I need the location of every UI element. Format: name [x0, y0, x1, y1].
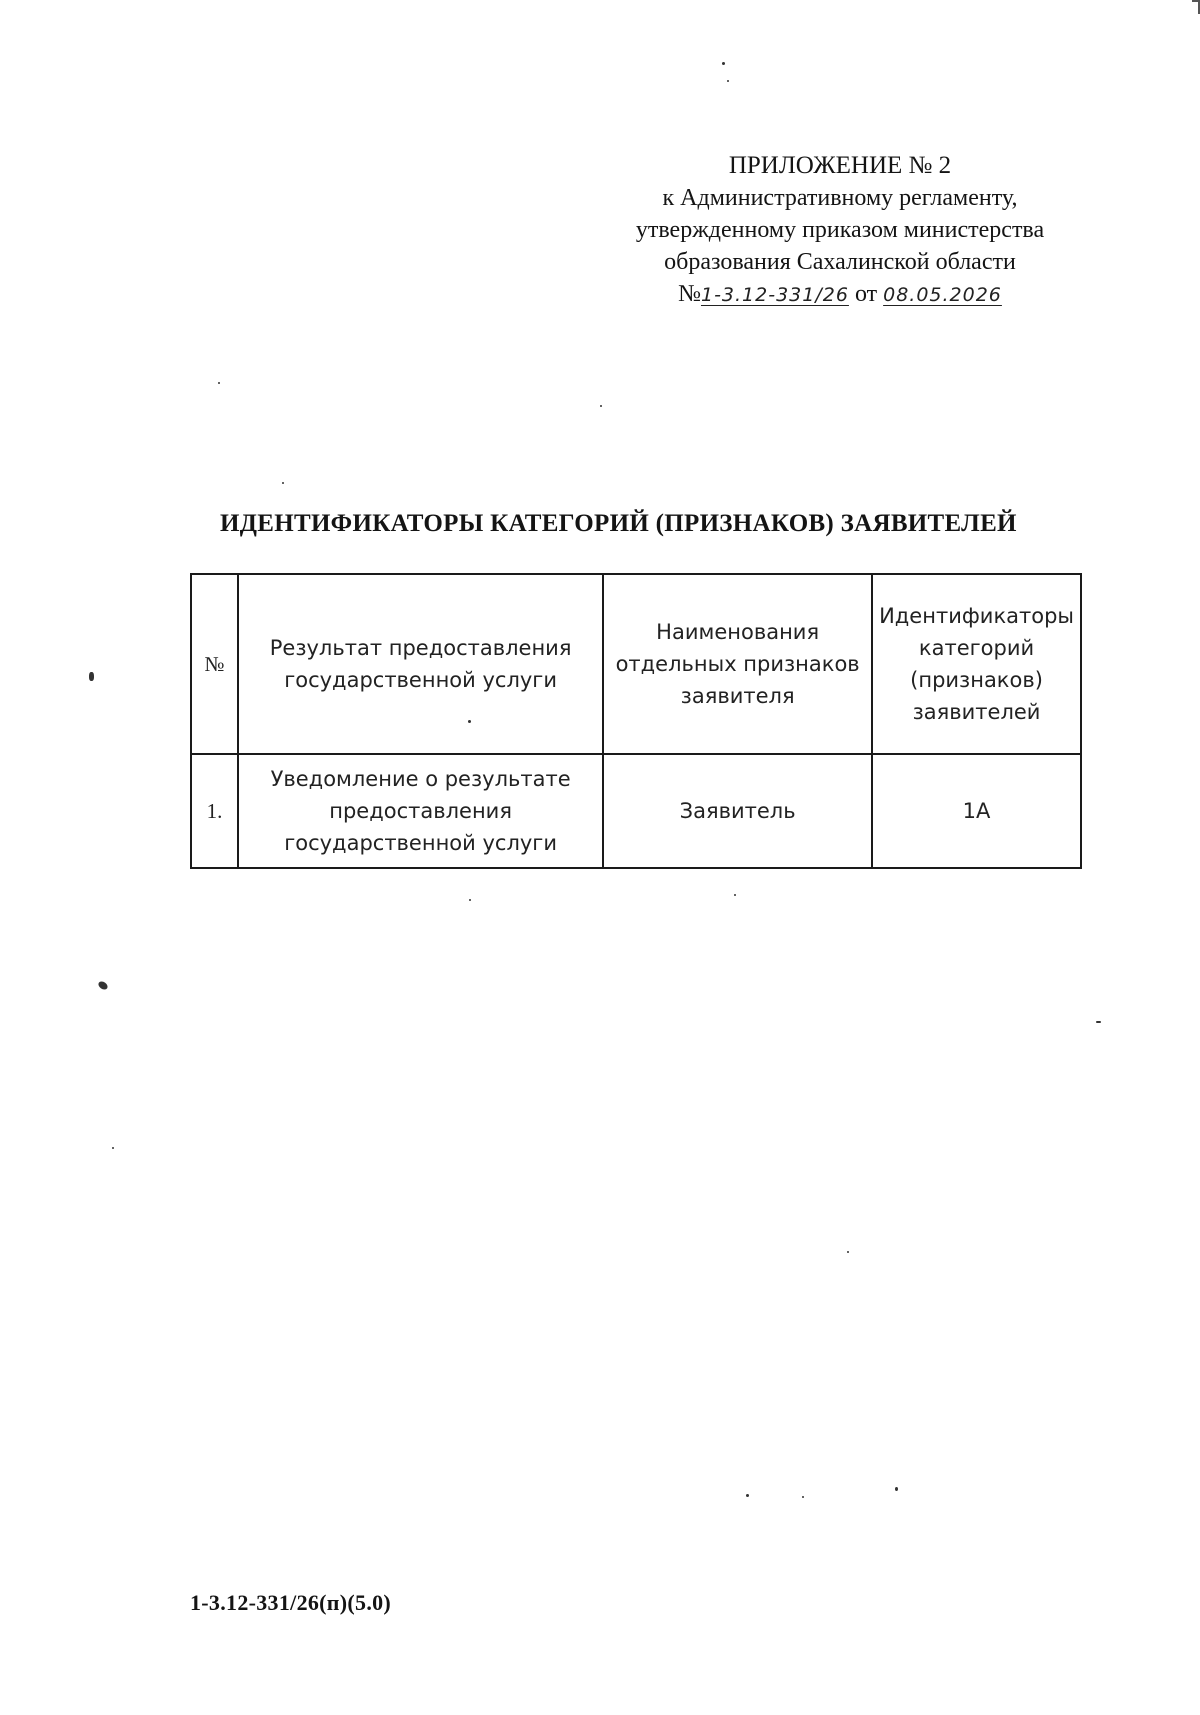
scan-speck [895, 1487, 898, 1491]
categories-table [190, 573, 1082, 869]
scan-speck [734, 894, 736, 896]
scan-speck [1096, 1021, 1101, 1023]
header-names: Наименования отдельных признаков заявителя [603, 574, 872, 754]
header-line-3: образования Сахалинской области [664, 249, 1016, 275]
row-num: 1. [191, 754, 238, 868]
table-header-row [191, 574, 1081, 754]
scan-speck [847, 1251, 849, 1253]
number-prefix: № [678, 281, 701, 307]
scan-speck [722, 62, 725, 65]
scan-speck [89, 672, 94, 681]
header-result: Результат предоставления государственной услуги [238, 574, 603, 754]
document-title: ИДЕНТИФИКАТОРЫ КАТЕГОРИЙ (ПРИЗНАКОВ) ЗАЯВИТЕЛЕЙ [220, 510, 1017, 537]
header-line-2: утвержденному приказом министерства [635, 217, 1045, 243]
scan-speck [746, 1494, 749, 1497]
row-names: Заявитель [603, 754, 872, 868]
row-ids: 1А [872, 754, 1081, 868]
scan-speck [97, 980, 109, 991]
header-num: № [191, 574, 238, 754]
date-prefix: от [854, 281, 878, 307]
order-number-line [580, 278, 1100, 311]
appendix-title: ПРИЛОЖЕНИЕ № 2 [728, 152, 952, 179]
row-result: Уведомление о результате предоставления государственной услуги [238, 754, 603, 868]
header-ids: Идентификаторы категорий (признаков) заявителей [872, 574, 1081, 754]
appendix-header [580, 150, 1100, 311]
scan-speck [282, 482, 284, 484]
order-number-handwritten: 1-3.12-331/26 [700, 284, 849, 306]
document-code: 1-3.12-331/26(п)(5.0) [190, 1590, 392, 1615]
table-row [191, 754, 1081, 868]
header-line-1: к Административному регламенту, [662, 185, 1018, 211]
scan-speck [600, 405, 602, 407]
order-date-handwritten: 08.05.2026 [883, 284, 1002, 306]
scan-speck [727, 80, 729, 82]
scan-speck [468, 720, 471, 723]
scan-speck [218, 382, 220, 384]
scan-speck [112, 1147, 114, 1149]
scan-speck [802, 1496, 804, 1498]
page-corner-mark [1192, 0, 1200, 14]
scan-speck [469, 899, 471, 901]
